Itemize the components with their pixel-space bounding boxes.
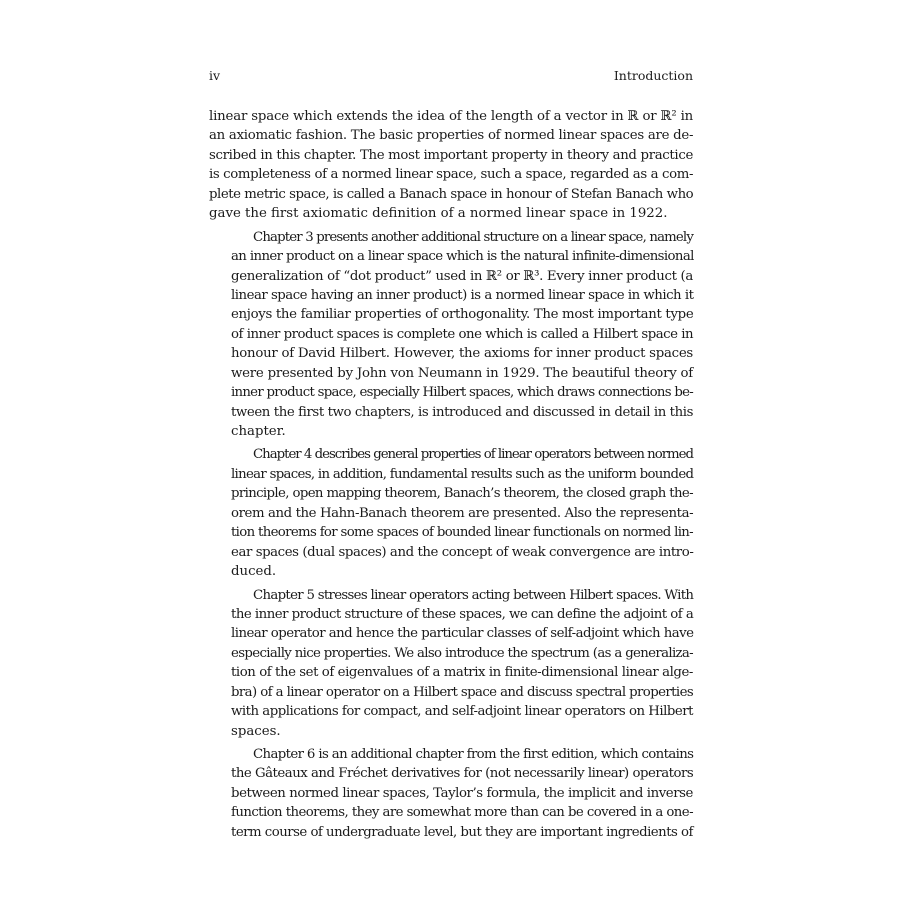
text-line: linear space having an inner product) is a normed linear space in which it <box>231 287 694 303</box>
text-line: scribed in this chapter. The most important property in theory and practice <box>209 147 693 163</box>
text-line: especially nice properties. We also introduce the spectrum (as a generaliza- <box>231 645 693 661</box>
text-line: principle, open mapping theorem, Banach’s theorem, the closed graph the- <box>231 486 693 502</box>
section-title: Introduction <box>613 68 693 83</box>
text-line: Chapter 4 describes general properties of linear operators between normed <box>253 447 693 463</box>
text-line: Chapter 6 is an additional chapter from the first edition, which contains <box>253 747 694 762</box>
text-line: generalization of “dot product” used in ℝ² or ℝ³. Every inner product (a <box>231 268 693 284</box>
text-line: linear spaces, in addition, fundamental results such as the uniform bounded <box>231 466 694 482</box>
text-line: tion of the set of eigenvalues of a matrix in finite-dimensional linear alge- <box>231 665 693 681</box>
text-line: term course of undergraduate level, but they are important ingredients of <box>231 824 693 840</box>
page-number: iv <box>209 68 221 83</box>
text-line: between normed linear spaces, Taylor’s formula, the implicit and inverse <box>231 785 693 801</box>
text-line: of inner product spaces is complete one which is called a Hilbert space in <box>231 326 694 342</box>
text-line: is completeness of a normed linear space, such a space, regarded as a com- <box>209 167 694 183</box>
paragraph <box>209 745 693 842</box>
text-line: chapter. <box>231 424 286 439</box>
text-line: Chapter 3 presents another additional structure on a linear space, namely <box>253 229 693 245</box>
text-line: linear space which extends the idea of the length of a vector in ℝ or ℝ² in <box>209 109 694 124</box>
text-line: enjoys the familiar properties of orthogonality. The most important type <box>231 307 694 323</box>
text-line: ear spaces (dual spaces) and the concept of weak convergence are intro- <box>231 544 694 560</box>
paragraph <box>209 445 693 581</box>
text-line: function theorems, they are somewhat more than can be covered in a one- <box>231 805 693 821</box>
paragraph <box>209 228 693 442</box>
text-line: spaces. <box>231 723 281 739</box>
text-line: orem and the Hahn-Banach theorem are presented. Also the representa- <box>231 505 694 521</box>
book-page <box>209 68 693 846</box>
text-line: Chapter 5 stresses linear operators acting between Hilbert spaces. With <box>253 587 694 603</box>
text-line: were presented by John von Neumann in 1929. The beautiful theory of <box>231 365 693 381</box>
text-line: the inner product structure of these spaces, we can define the adjoint of a <box>231 606 694 622</box>
text-line: the Gâteaux and Fréchet derivatives for (not necessarily linear) operators <box>231 766 694 782</box>
text-line: tween the first two chapters, is introduced and discussed in detail in this <box>231 404 693 420</box>
text-line: with applications for compact, and self-adjoint linear operators on Hilbert <box>231 704 693 720</box>
text-line: an axiomatic fashion. The basic properties of normed linear spaces are de- <box>209 128 694 144</box>
text-line: tion theorems for some spaces of bounded linear functionals on normed lin- <box>231 525 693 541</box>
text-line: bra) of a linear operator on a Hilbert space and discuss spectral properties <box>231 684 694 700</box>
text-line: gave the first axiomatic definition of a normed linear space in 1922. <box>209 206 668 222</box>
running-head <box>209 68 693 84</box>
body-text <box>209 107 693 842</box>
text-line: duced. <box>231 564 277 580</box>
text-line: an inner product on a linear space which is the natural infinite-dimensional <box>231 249 694 265</box>
text-line: plete metric space, is called a Banach space in honour of Stefan Banach who <box>209 186 694 202</box>
paragraph <box>209 107 693 224</box>
text-line: linear operator and hence the particular classes of self-adjoint which have <box>231 626 694 642</box>
paragraph <box>209 586 693 742</box>
text-line: inner product space, especially Hilbert spaces, which draws connections be- <box>231 385 693 401</box>
text-line: honour of David Hilbert. However, the axioms for inner product spaces <box>231 346 693 362</box>
